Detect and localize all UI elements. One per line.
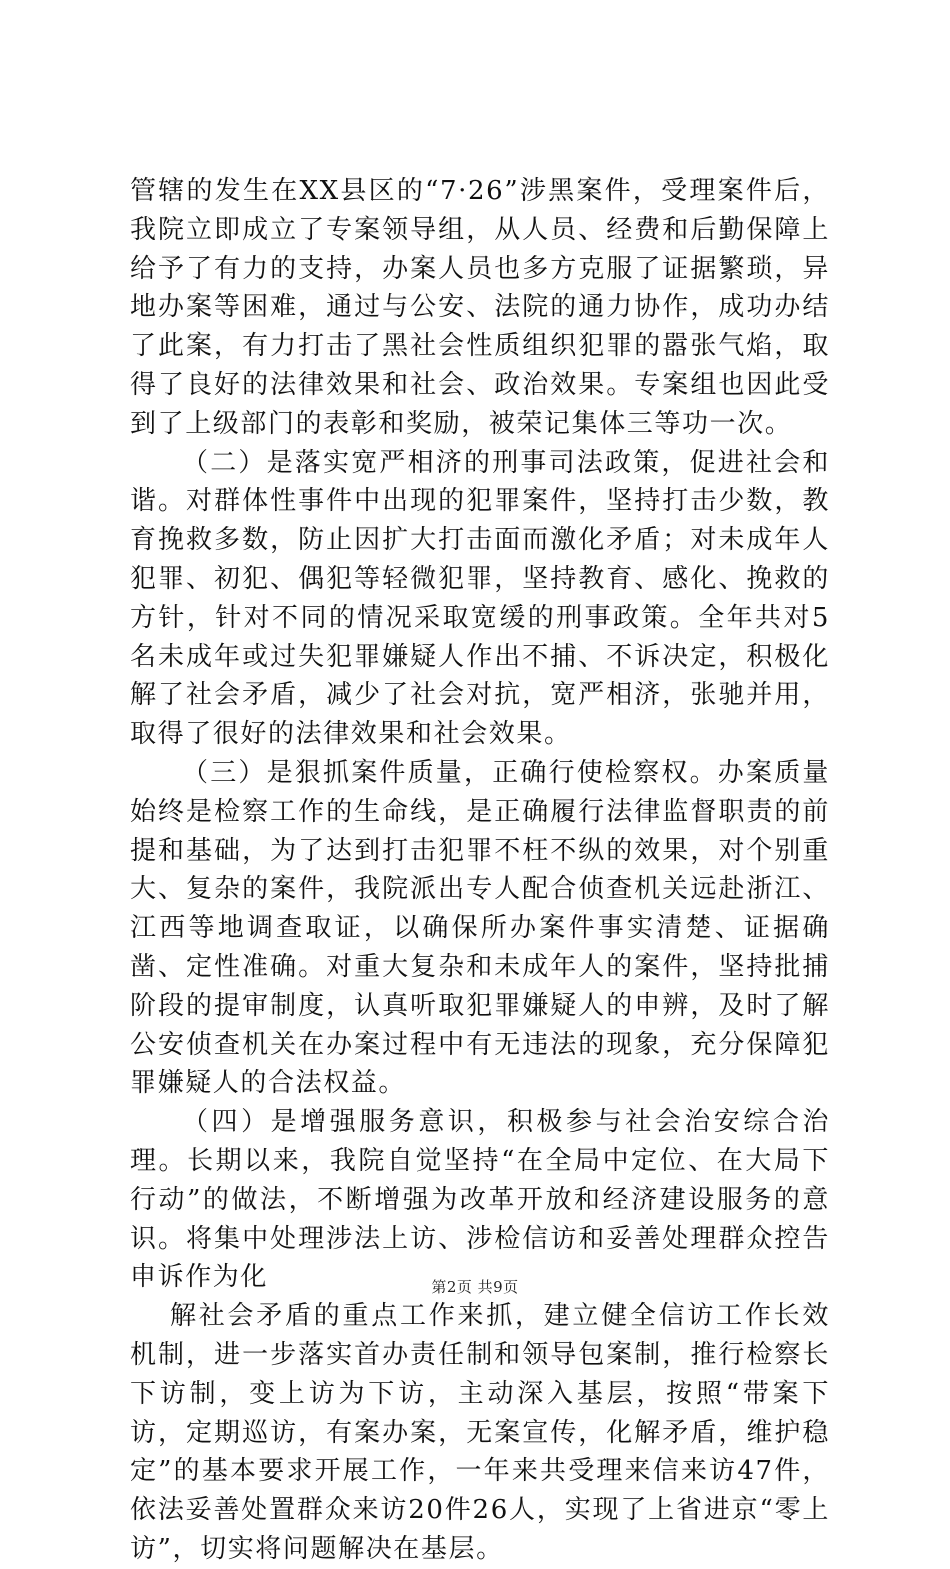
page-number-footer: 第2页 共9页 [431,1278,519,1296]
paragraph-section-2: （二）是落实宽严相济的刑事司法政策，促进社会和谐。对群体性事件中出现的犯罪案件，坚持打击少数，教育挽救多数，防止因扩大打击面而激化矛盾；对未成年人犯罪、初犯、偶犯等轻微犯罪，坚持教育、感化、挽救的方针，针对不同的情况采取宽缓的刑事政策。全年共对5名未成年或过失犯罪嫌疑人作出不捕、不诉决定，积极化解了社会矛盾，减少了社会对抗，宽严相济，张驰并用，取得了很好的法律效果和社会效果。 [130,447,830,750]
paragraph-intro: 管辖的发生在XX县区的“7·26”涉黑案件，受理案件后，我院立即成立了专案领导组，从人员、经费和后勤保障上给予了有力的支持，办案人员也多方克服了证据繁琐，异地办案等困难，通过与公安、法院的通力协作，成功办结了此案，有力打击了黑社会性质组织犯罪的嚣张气焰，取得了良好的法律效果和社会、政治效果。专案组也因此受到了上级部门的表彰和奖励，被荣记集体三等功一次。 [130,176,830,439]
paragraph-section-4: （四）是增强服务意识，积极参与社会治安综合治理。长期以来，我院自觉坚持“在全局中定位、在大局下行动”的做法，不断增强为改革开放和经济建设服务的意识。将集中处理涉法上访、涉检信访和妥善处理群众控告申诉作为化 [130,1107,830,1293]
paragraph-section-3: （三）是狠抓案件质量，正确行使检察权。办案质量始终是检察工作的生命线，是正确履行法律监督职责的前提和基础，为了达到打击犯罪不枉不纵的效果，对个别重大、复杂的案件，我院派出专人配合侦查机关远赴浙江、江西等地调查取证，以确保所办案件事实清楚、证据确凿、定性准确。对重大复杂和未成年人的案件，坚持批捕阶段的提审制度，认真听取犯罪嫌疑人的申辨，及时了解公安侦查机关在办案过程中有无违法的现象，充分保障犯罪嫌疑人的合法权益。 [130,757,830,1099]
document-body [130,172,830,1569]
paragraph-section-4-continued: 解社会矛盾的重点工作来抓，建立健全信访工作长效机制，进一步落实首办责任制和领导包案制，推行检察长下访制，变上访为下访，主动深入基层，按照“带案下访，定期巡访，有案办案，无案宣传，化解矛盾，维护稳定”的基本要求开展工作，一年来共受理来信来访47件，依法妥善处置群众来访20件26人，实现了上省进京“零上访”，切实将问题解决在基层。 [130,1301,830,1564]
